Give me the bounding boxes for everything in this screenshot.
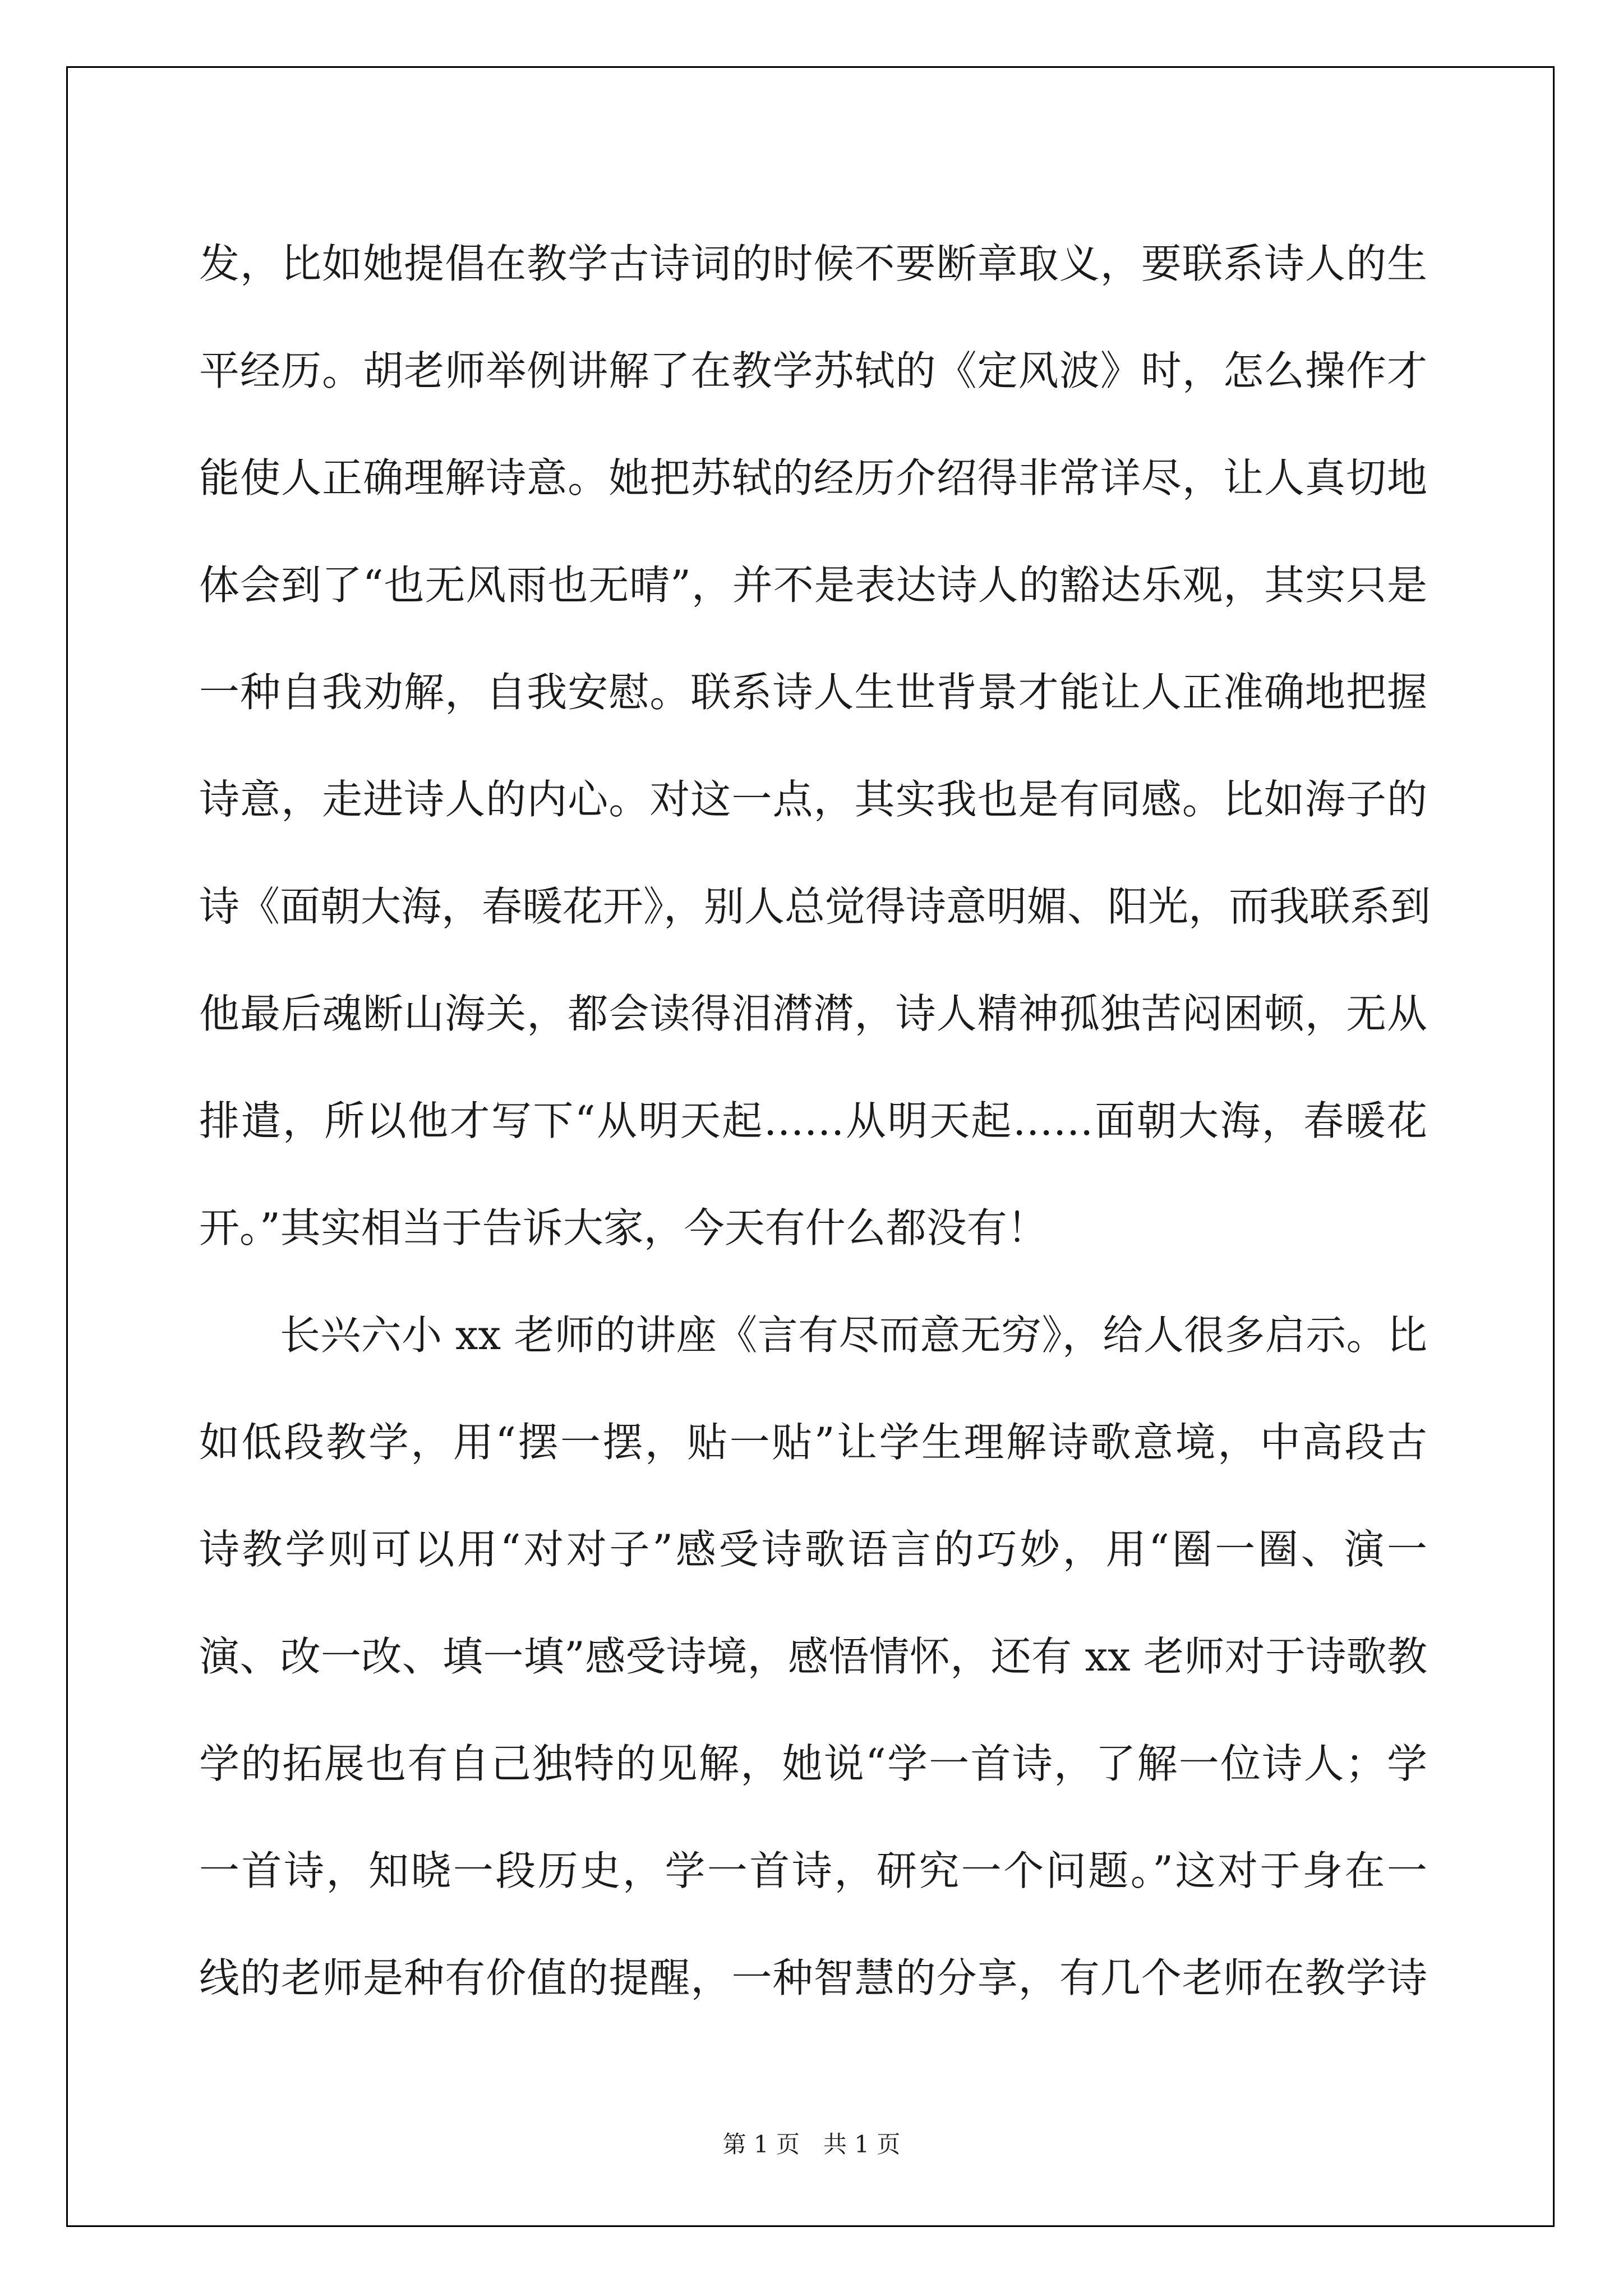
text-line: 一种自我劝解，自我安慰。联系诗人生世背景才能让人正准确地把握 xyxy=(199,669,1427,716)
text-line: 长兴六小 xx 老师的讲座《言有尽而意无穷》，给人很多启示。比 xyxy=(280,1312,1427,1359)
document-body xyxy=(199,210,1431,2032)
text-line: 平经历。胡老师举例讲解了在教学苏轼的《定风波》时，怎么操作才 xyxy=(199,347,1427,394)
text-line: 排遣，所以他才写下“从明天起……从明天起……面朝大海，春暖花 xyxy=(199,1097,1427,1144)
text-line: 发，比如她提倡在教学古诗词的时候不要断章取义，要联系诗人的生 xyxy=(199,240,1427,287)
text-line: 体会到了“也无风雨也无晴”，并不是表达诗人的豁达乐观，其实只是 xyxy=(199,562,1427,609)
text-line: 诗教学则可以用“对对子”感受诗歌语言的巧妙，用“圈一圈、演一 xyxy=(199,1526,1427,1573)
text-line: 开。”其实相当于告诉大家，今天有什么都没有！ xyxy=(199,1204,1048,1251)
text-line: 他最后魂断山海关，都会读得泪潸潸，诗人精神孤独苦闷困顿，无从 xyxy=(199,990,1427,1037)
text-line: 演、改一改、填一填”感受诗境，感悟情怀，还有 xx 老师对于诗歌教 xyxy=(199,1633,1427,1680)
text-line: 如低段教学，用“摆一摆，贴一贴”让学生理解诗歌意境，中高段古 xyxy=(199,1419,1427,1466)
text-line: 诗意，走进诗人的内心。对这一点，其实我也是有同感。比如海子的 xyxy=(199,776,1427,823)
text-line: 一首诗，知晓一段历史，学一首诗，研究一个问题。”这对于身在一 xyxy=(199,1847,1427,1894)
text-line: 线的老师是种有价值的提醒，一种智慧的分享，有几个老师在教学诗 xyxy=(199,1954,1427,2001)
text-line: 学的拓展也有自己独特的见解，她说“学一首诗，了解一位诗人；学 xyxy=(199,1740,1427,1787)
text-line: 能使人正确理解诗意。她把苏轼的经历介绍得非常详尽，让人真切地 xyxy=(199,454,1427,501)
page-number-footer: 第 1 页 共 1 页 xyxy=(722,2131,901,2158)
text-line: 诗《面朝大海，春暖花开》，别人总觉得诗意明媚、阳光，而我联系到 xyxy=(199,883,1431,930)
